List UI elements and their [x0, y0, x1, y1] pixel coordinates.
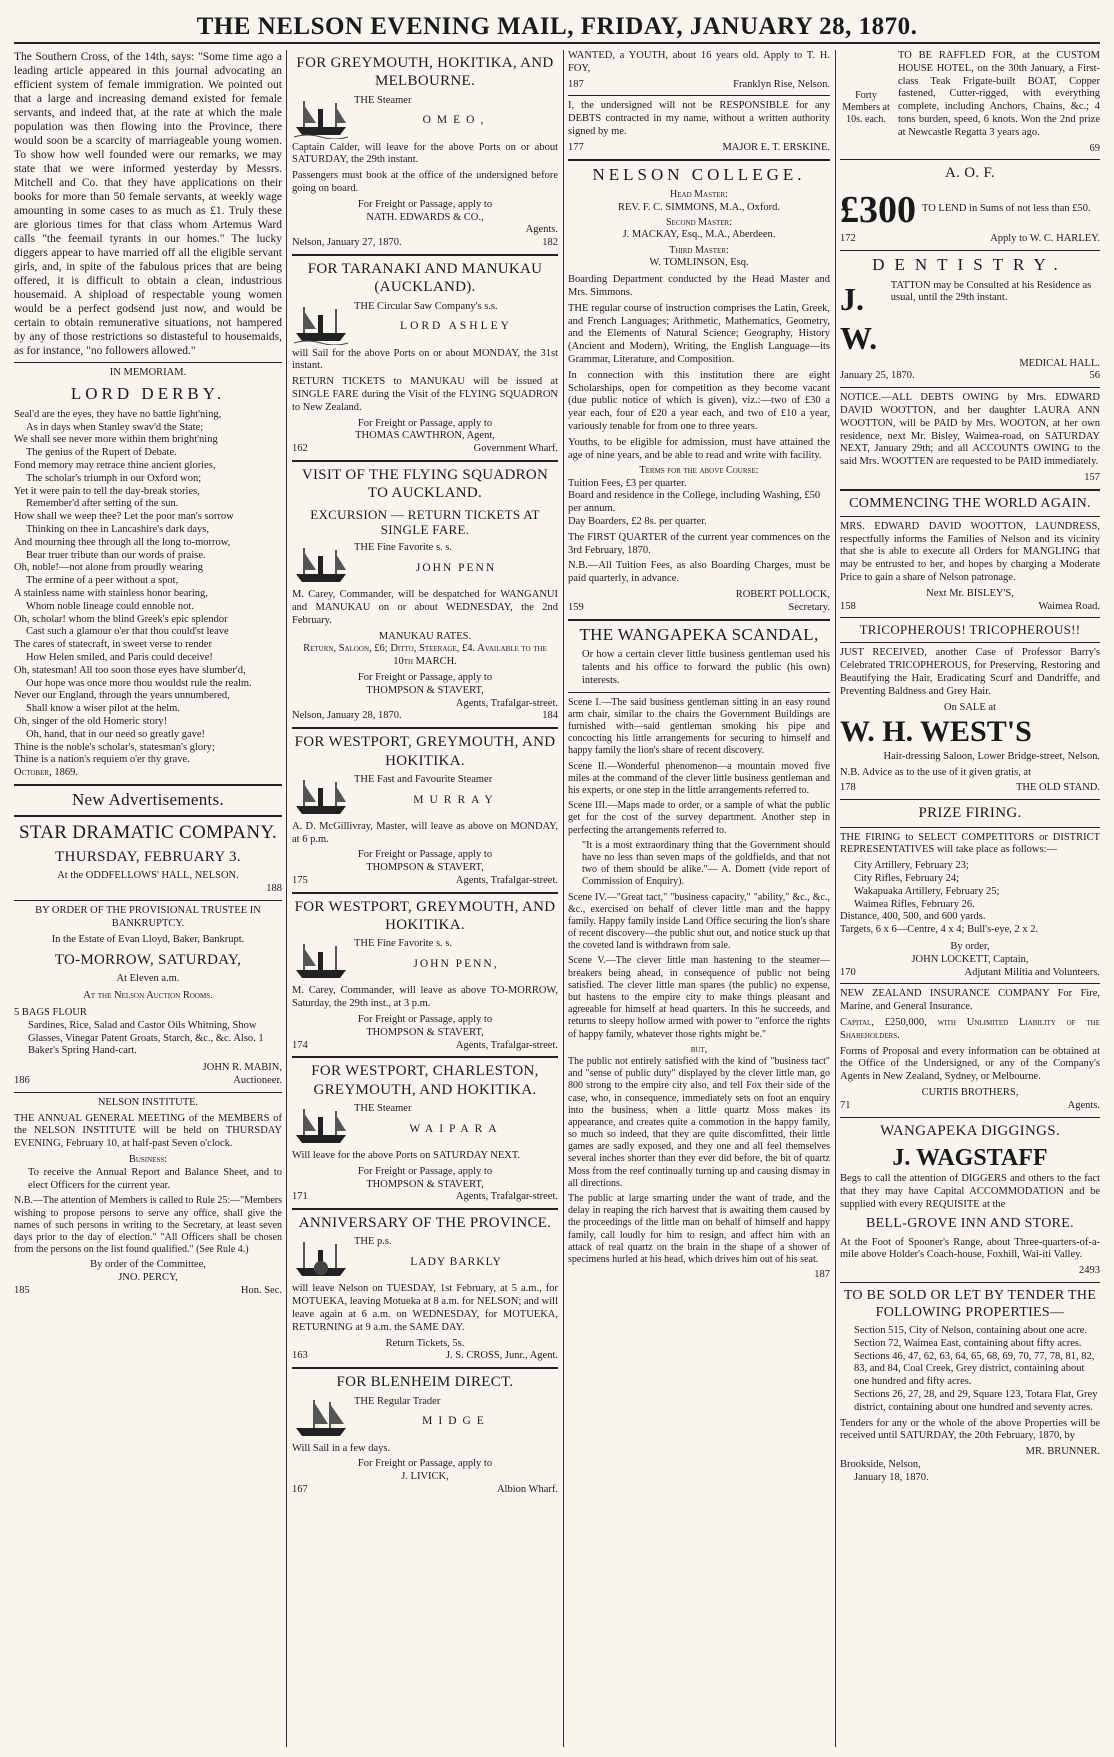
curtis-role: Agents. — [1067, 1099, 1100, 1111]
ad-number: 158 — [840, 600, 856, 612]
lockett-role: Adjutant Militia and Volunteers. — [964, 966, 1100, 978]
poem-line: Oh, hand, that in our need so greatly gave! — [26, 728, 206, 740]
bankruptcy-sign: JOHN R. MABIN, — [202, 1062, 282, 1074]
prize-item: Wakapuaka Artillery, February 25; — [854, 885, 1000, 897]
poem-line: And mourning thee through all the long to-morrow, — [14, 536, 231, 548]
agent-role: Government Wharf. — [473, 443, 558, 455]
steamship-icon — [292, 1103, 350, 1147]
ad-date: Nelson, January 28, 1870. — [292, 710, 402, 722]
scene-text: Scene I.—The said business gentleman sitting in an easy round arm chair, similar to the chairs the Government Buildings are furnished with—said gentleman smoking his pipe and concocting his little arrangements for securing to himself and happy family the lion's share of recent discovery. — [568, 696, 830, 757]
ship-body: M. Carey, Commander, will leave as above TO-MORROW, Saturday, the 29th inst., at 3 p.m. — [292, 985, 558, 1010]
tuition-fee: Tuition Fees, £3 per quarter. — [568, 477, 687, 489]
agent-role: Agents, Trafalgar-street. — [455, 1191, 558, 1203]
ship-body: Will Sail in a few days. — [292, 1442, 391, 1454]
poem-line: We shall see never more within them bright'ning — [14, 434, 218, 446]
poem-line: How shall we weep thee? Let the poor man's sorrow — [14, 511, 234, 523]
lockett-name: JOHN LOCKETT, Captain, — [911, 953, 1029, 965]
institute-role: Hon. Sec. — [240, 1284, 282, 1296]
steamship-icon — [292, 938, 350, 982]
laundress-address: Next Mr. BISLEY'S, — [926, 587, 1014, 599]
distance-text: Distance, 400, 500, and 600 yards. — [840, 911, 986, 923]
aof-amount: £300 — [840, 188, 916, 231]
aof-heading: A. O. F. — [945, 165, 995, 182]
ship-body: Will leave for the above Ports on SATURDAY NEXT. — [292, 1149, 521, 1161]
poem-line: Shall know a wiser pilot at the helm. — [26, 703, 180, 715]
college-sign: ROBERT POLLOCK, — [735, 588, 830, 600]
poem-line: The scholar's triumph in our Oxford won; — [26, 472, 202, 484]
ship-intro: THE p.s. — [354, 1236, 392, 1248]
wootton-notice: NOTICE.—ALL DEBTS OWING by Mrs. EDWARD DAVID WOOTTON, and her daughter LAURA ANN WOOTTON, will be PAID by Mrs. WOOTON, at her own residence, next Mr. Bisley, Waimea-road, on SATURDAY NEXT, January 29th; and all ACCOUNTS OWING to the said Mrs. WOOTTEN are requested to be PAID immediately. — [840, 392, 1100, 468]
poem-date: October, 1869. — [14, 767, 78, 779]
ad-number: 182 — [542, 237, 558, 249]
ship-name: LADY BARKLY — [410, 1256, 502, 1269]
bellgrove-location: At the Foot of Spooner's Range, about Three-quarters-of-a-mile above Holder's Coach-house, Foxhill, Wai-iti Valley. — [840, 1236, 1100, 1261]
prize-item: Waimea Rifles, February 26. — [854, 898, 975, 910]
agent-name: THOMAS CAWTHRON, Agent, — [355, 430, 495, 442]
agent-name: THOMPSON & STAVERT, — [366, 1026, 484, 1038]
masthead: THE NELSON EVENING MAIL, FRIDAY, JANUARY 28, 1870. — [14, 12, 1100, 44]
poem-line: Thine is the noble's scholar's, statesman's glory; — [14, 741, 215, 753]
ship-body: will leave Nelson on TUESDAY, 1st February, at 5 a.m., for MOTUEKA, leaving Motueka at 8 a.m. for NELSON; and will leave again at 6 a.m. on WEDNESDAY, for MOTUEKA, RETURNING at 9 a.m. the SAME DAY. — [292, 1283, 558, 1333]
ship-note: RETURN TICKETS to MANUKAU will be issued at SINGLE FARE during the Visit of the FLYING SQUADRON to New Zealand. — [292, 376, 558, 413]
poem-line: Oh, noble!—not alone from proudly wearing — [14, 562, 203, 574]
shipping-head: ANNIVERSARY OF THE PROVINCE. — [298, 1215, 552, 1232]
shipping-subhead: EXCURSION — RETURN TICKETS AT SINGLE FARE. — [310, 506, 540, 538]
notice-sign: MAJOR E. T. ERSKINE. — [722, 141, 830, 153]
bankruptcy-day: TO-MORROW, SATURDAY, — [54, 952, 242, 969]
institute-nb: N.B.—The attention of Members is called to Rule 25:—"Members wishing to propose persons to serve any office, shall give the names of such persons in writing to the Secretary, at least seven days prior to the day of election." "All Officers shall be chosen from the persons on the list found qualified." (See Rule 4.) — [14, 1195, 282, 1256]
poem — [14, 409, 282, 780]
steamship-icon — [292, 542, 350, 586]
apply-text: For Freight or Passage, apply to — [357, 1458, 493, 1470]
tenders-text: Tenders for any or the whole of the above Properties will be received until SATURDAY, the 20th February, 1870, by — [840, 1417, 1100, 1442]
agent-role: Agents, Trafalgar-street. — [455, 697, 558, 709]
apply-text: For Freight or Passage, apply to — [357, 198, 493, 210]
shipping-head: FOR WESTPORT, GREYMOUTH, AND HOKITIKA. — [294, 898, 556, 934]
brookside: Brookside, Nelson, — [840, 1459, 921, 1471]
ad-number: 187 — [568, 78, 584, 90]
agent-name: THOMPSON & STAVERT, — [366, 1178, 484, 1190]
poem-line: Our hope was once more thou wouldst rule the realm. — [26, 677, 252, 689]
ad-number: 56 — [1089, 370, 1100, 382]
ship-intro: THE Steamer — [354, 94, 412, 106]
institute-agenda: To receive the Annual Report and Balance Sheet, and to elect Officers for the current year. — [28, 1166, 282, 1191]
ad-date: Nelson, January 27, 1870. — [292, 237, 402, 249]
ad-number: 172 — [840, 233, 856, 245]
capital-text: Capital, £250,000, with Unlimited Liability of the Shareholders. — [840, 1016, 1100, 1041]
ad-number: 170 — [840, 966, 856, 978]
rates-body: Return, Saloon, £6; Ditto, Steerage, £4. Available to the 10th MARCH. — [303, 643, 547, 668]
college-role: Secretary. — [788, 601, 830, 613]
column-3 — [568, 50, 830, 1749]
ship-intro: THE Fast and Favourite Steamer — [354, 773, 493, 785]
ship-name: MURRAY — [413, 793, 499, 806]
forms-text: Forms of Proposal and every information can be obtained at the Office of the Undersigned, or any of the Company's Agents in New Zealand, Sydney, or Melbourne. — [840, 1045, 1100, 1083]
by-order: By order, — [950, 940, 990, 952]
column-4 — [840, 50, 1100, 1749]
steamship-icon — [292, 774, 350, 818]
ship-body: will Sail for the above Ports on or about MONDAY, the 31st instant. — [292, 347, 558, 372]
apply-text: For Freight or Passage, apply to — [357, 417, 493, 429]
poem-line: How Helen smiled, and Paris could deceive! — [26, 652, 213, 664]
wagstaff-text: Begs to call the attention of DIGGERS and others to the fact that they may have Capital ACCOMMODATION and be supplied with every REQUISITE at the — [840, 1173, 1100, 1210]
laundress-text: MRS. EDWARD DAVID WOOTTON, LAUNDRESS, respectfully informs the Families of Nelson and its vicinity that she is able to execute all Orders for MANGLING that may be entrusted to her, and hopes by charging a Moderate Price to gain a share of Nelson patronage. — [840, 520, 1100, 584]
star-date: THURSDAY, FEBRUARY 3. — [55, 848, 241, 865]
wanted-text: WANTED, a YOUTH, about 16 years old. Apply to T. H. FOY, — [568, 50, 830, 74]
scandal-sub: Or how a certain clever little business gentleman used his talents and his office to forward the public (his own) interests. — [582, 649, 830, 686]
poem-line: Seal'd are the eyes, they have no battle light'ning, — [14, 408, 222, 420]
ad-number: 174 — [292, 1039, 308, 1051]
ship-name: OMEO, — [422, 114, 490, 127]
prize-item: City Rifles, February 24; — [854, 872, 959, 884]
apply-text: For Freight or Passage, apply to — [357, 672, 493, 684]
institute-head: NELSON INSTITUTE. — [97, 1096, 199, 1108]
tender-heading: TO BE SOLD OR LET BY TENDER THE FOLLOWING PROPERTIES— — [843, 1287, 1097, 1321]
column-2 — [292, 50, 558, 1749]
shipping-head: FOR TARANAKI AND MANUKAU (AUCKLAND). — [307, 260, 543, 296]
poem-line: Yet it were pain to tell the day-break stories, — [14, 485, 200, 497]
trico-nb: N.B. Advice as to the use of it given gratis, at — [840, 766, 1032, 778]
day-fee: Day Boarders, £2 8s. per quarter. — [568, 516, 707, 527]
sailing-ship-icon — [292, 1396, 350, 1440]
ad-number: 157 — [1084, 472, 1100, 483]
raffle-side: Forty Members at 10s. each. — [842, 90, 890, 126]
editorial-text: The Southern Cross, of the 14th, says: "Some time ago a leading article appeared in this journal advocating an efficient system of female immigration. We pointed out that a large and increasing demand existed for female servants, and indeed that, at the rate at which the male population was then flowing into the Province, there would soon be a scarcity of marriageable young women. To show how well founded were our remarks, we may state that we were informed yesterday by Messrs. Mitchell and Co. that they have applications on their books for more than 50 female servants, at weekly wage amounting in some cases to as much as £1. Truly these are glorious times for that class whom Artemus Ward calls "the feemail tyrants in our homes." The lucky diggers appear to have married off all the eligible servant girls, and, in spite of the fabulous prices that are being offered, it is difficult to obtain a clean, industrious housemaid. A shipload of respectable young women would be a perfect godsend just now, and would be certain to obtain remunerative situations, not hampered by any of those restrictions so distasteful to housemaids, as for instance, "no followers allowed." — [14, 51, 282, 358]
poem-line: Thine is a nation's requiem o'er thy grave. — [14, 754, 190, 766]
ship-name: JOHN PENN, — [413, 958, 499, 971]
tatton-text: TATTON may be Consulted at his Residence as usual, until the 29th instant. — [890, 279, 1092, 304]
curtis-name: CURTIS BROTHERS, — [921, 1086, 1019, 1098]
tender-item: Section 515, City of Nelson, containing about one acre. — [854, 1325, 1087, 1337]
institute-business: Business: — [128, 1154, 168, 1166]
master-label: Head Master: — [670, 189, 728, 201]
wh-saloon: Hair-dressing Saloon, Lower Bridge-street, Nelson. — [883, 750, 1100, 762]
agent-role: Agents. — [525, 224, 558, 236]
agent-name: NATH. EDWARDS & CO., — [366, 211, 484, 223]
ad-number: 163 — [292, 1350, 308, 1362]
brookside-date: January 18, 1870. — [854, 1471, 929, 1483]
prize-heading: PRIZE FIRING. — [918, 805, 1022, 822]
bankruptcy-time: At Eleven a.m. — [116, 973, 180, 985]
jw-initials: J. W. — [840, 280, 878, 356]
ad-number: 162 — [292, 443, 308, 455]
poem-line: Fond memory may retrace thine ancient glories, — [14, 460, 216, 472]
poem-line: Remember'd after setting of the sun. — [26, 498, 179, 510]
memoriam-title: LORD DERBY. — [70, 384, 226, 404]
medical-hall: MEDICAL HALL. — [1019, 357, 1100, 369]
ad-number: 178 — [840, 782, 856, 794]
bellgrove-name: BELL-GROVE INN AND STORE. — [866, 1216, 1074, 1232]
but-text: but, — [690, 1043, 708, 1055]
poem-line: Whom noble lineage could ennoble not. — [26, 600, 194, 612]
poem-line: Bear truer tribute than our words of praise. — [26, 549, 206, 561]
final-text: The public at large smarting under the want of trade, and the delay in reaping the rich harvest that is awaiting them caused by the proceedings of the little man on behalf of himself and happy family, call loudly for him to resign, and affect him with an attack of real quartz on the brain in the shape of a shower of specimens hurled at his head, which drives him out of his seat. — [568, 1193, 830, 1265]
ad-number: 171 — [292, 1191, 308, 1203]
ship-name: WAIPARA — [409, 1122, 503, 1135]
ad-number: 167 — [292, 1483, 308, 1495]
dentistry-heading: DENTISTRY. — [872, 254, 1068, 274]
ship-intro: THE Regular Trader — [354, 1395, 441, 1407]
agent-role: Agents, Trafalgar-street. — [455, 1039, 558, 1051]
column-rule — [286, 50, 287, 1747]
star-venue: At the ODDFELLOWS' HALL, NELSON. — [57, 870, 239, 882]
apply-text: For Freight or Passage, apply to — [357, 849, 493, 861]
ship-name: MIDGE — [422, 1415, 490, 1428]
poem-line: The genius of the Rupert of Debate. — [26, 447, 177, 459]
commencing-heading: COMMENCING THE WORLD AGAIN. — [849, 495, 1091, 511]
bankruptcy-place: At the Nelson Auction Rooms. — [83, 990, 213, 1002]
memoriam-label: IN MEMORIAM. — [109, 367, 187, 379]
ad-number: 186 — [14, 1075, 30, 1087]
ad-number: 187 — [814, 1269, 830, 1281]
ad-number: 188 — [266, 882, 282, 894]
ad-number: 177 — [568, 141, 584, 153]
diggings-heading: WANGAPEKA DIGGINGS. — [880, 1122, 1060, 1139]
trico-text: JUST RECEIVED, another Case of Professor Barry's Celebrated TRICOPHEROUS, for Preserving, Restoring and Beautifying the Hair, Eradicating Scurf and Dandriffe, and Preventing Baldness and Grey Hair. — [840, 647, 1100, 697]
boarding-text: Boarding Department conducted by the Head Master and Mrs. Simmons. — [568, 274, 830, 299]
ship-intro: THE Steamer — [354, 1102, 412, 1114]
bankruptcy-role: Auctioneer. — [233, 1075, 282, 1087]
agent-name: THOMPSON & STAVERT, — [366, 684, 484, 696]
tickets-text: Return Tickets, 5s. — [385, 1337, 465, 1349]
quote-text: "It is a most extraordinary thing that the Government should have no less than seven maps of the goldfields, and that not two of them should be alike."— A. Domett (vide report of Commission of Enquiry). — [582, 839, 830, 888]
poem-line: Oh, statesman! All too soon those eyes have slumber'd, — [14, 664, 246, 676]
ad-number: 185 — [14, 1284, 30, 1296]
trico-sale: On SALE at — [944, 701, 996, 713]
ship-intro: THE Fine Favorite s. s. — [354, 938, 452, 950]
aof-text: TO LEND in Sums of not less than £50. — [922, 203, 1091, 215]
tender-item: Sections 46, 47, 62, 63, 64, 65, 68, 69, 70, 77, 78, 81, 82, 83, and 84, Coal Creek, Grey district, containing about one hundred and fifty acres. — [854, 1350, 1095, 1388]
paddle-steamer-icon — [292, 1236, 350, 1280]
shipping-head: FOR WESTPORT, CHARLESTON, GREYMOUTH, AND HOKITIKA. — [311, 1063, 539, 1098]
scene-text: Scene II.—Wonderful phenomenon—a mountain moved five miles at the command of the clever little business gentleman and his experts, or one step in the little arrangements referred to. — [568, 760, 830, 797]
notice-text: I, the undersigned will not be RESPONSIBLE for any DEBTS contracted in my name, without a written authority signed by me. — [568, 100, 830, 137]
tender-item: Section 72, Waimea East, containing about fifty acres. — [854, 1337, 1082, 1349]
ad-number: 69 — [1089, 142, 1100, 154]
column-rule — [563, 50, 564, 1747]
apply-text: For Freight or Passage, apply to — [357, 1165, 493, 1177]
terms-heading: Terms for the above Course: — [639, 465, 759, 477]
poem-line: The ermine of a peer without a spot, — [26, 575, 179, 587]
scene-text: Scene III.—Maps made to order, or a sample of what the public get for the cost of the survey department. Another step in perfecting the arrangements referred to. — [568, 800, 830, 836]
column-rule — [835, 50, 836, 1747]
new-ads-heading: New Advertisements. — [71, 789, 225, 809]
bankruptcy-estate: In the Estate of Evan Lloyd, Baker, Bankrupt. — [51, 934, 245, 946]
scene-text: Scene IV.—"Great tact," "business capacity," "ability," &c., &c., &c., exercised on behalf of clever little man and the happy family. Happy family inside Land Office securing the lion's share of recent discovery—the public shut out, and notice stuck up that the coveted land is withdrawn from sale. — [568, 891, 830, 952]
tatton-date: January 25, 1870. — [840, 370, 915, 382]
ship-body: Captain Calder, will leave for the above Ports on or about SATURDAY, the 29th instant. — [292, 141, 558, 166]
wanted-address: Franklyn Rise, Nelson. — [733, 78, 830, 90]
old-stand: THE OLD STAND. — [1015, 782, 1100, 794]
college-heading: NELSON COLLEGE. — [592, 164, 806, 184]
star-title: STAR DRAMATIC COMPANY. — [19, 821, 277, 843]
raffle-text: TO BE RAFFLED FOR, at the CUSTOM HOUSE HOTEL, on the 30th January, a First-class Teak Frigate-built BOAT, Copper fastened, Cutter-rigged, with everything complete, including Anchors, Chains, &c.; 4 tons burden, speed, 6 knots. Won the 2nd prize at Newcastle Regatta 3 years ago. — [898, 50, 1100, 138]
apply-text: For Freight or Passage, apply to — [357, 1013, 493, 1025]
bankruptcy-head: BY ORDER OF THE PROVISIONAL TRUSTEE IN BANKRUPTCY. — [35, 904, 261, 929]
institute-sign: JNO. PERCY, — [118, 1272, 178, 1284]
steamship-icon — [292, 301, 350, 345]
prize-text: THE FIRING to SELECT COMPETITORS or DISTRICT REPRESENTATIVES will take place as follows:— — [840, 831, 1100, 856]
master-label: Second Master: — [665, 217, 732, 229]
shipping-head: FOR WESTPORT, GREYMOUTH, AND HOKITIKA. — [294, 734, 556, 769]
agent-name: J. LIVICK, — [401, 1471, 449, 1483]
brunner-name: MR. BRUNNER. — [1025, 1446, 1100, 1458]
scandal-heading: THE WANGAPEKA SCANDAL, — [579, 624, 819, 644]
poem-line: A stainless name with stainless honor bearing, — [14, 588, 208, 600]
targets-text: Targets, 6 x 6—Centre, 4 x 4; Bull's-eye, 2 x 2. — [840, 924, 1039, 936]
ad-number: 2493 — [1079, 1265, 1100, 1277]
master-label: Third Master: — [669, 245, 729, 257]
bankruptcy-items: 5 BAGS FLOUR — [14, 1007, 87, 1019]
poem-line: Oh, scholar! whom the blind Greek's epic splendor — [14, 613, 228, 625]
tender-item: Sections 26, 27, 28, and 29, Square 123, Totara Flat, Grey district, containing about one hundred and seventy acres. — [854, 1389, 1098, 1413]
institute-body: THE ANNUAL GENERAL MEETING of the MEMBERS of the NELSON INSTITUTE will be held on THURSDAY EVENING, February 10, at half-past Seven o'clock. — [14, 1112, 282, 1150]
final-text: The public not entirely satisfied with the kind of "business tact" and "sense of public duty" displayed by the clever little man, go 800 strong to the empire city also, and tell Fox their side of the case, who, in consequence, immediately sets on foot an enquiry into the business, when a little quartz Moss makes its appearance, and creates quite a commotion in the happy family, so much so indeed, that they are quite discomfitted, their little games are sadly exposed, and they one and all feel themselves several inches shorter than they ever did before, the bit of quartz Moss from the reef continually turning up and causing dismay in all directions. — [568, 1055, 830, 1189]
scene-text: Scene V.—The clever little man hastening to the steamer—breakers being ahead, in consequence of public not being satisfied. The clever little man spares (the public) no expense, but hastens to the empire city to make things pleasant and agreeable for himself at head quarters. In this he succeeds, and returns to sleepy hollow armed with power to "enforce the rights of happy family, whatever those rights might be." — [568, 955, 830, 1040]
aof-apply: Apply to W. C. HARLEY. — [990, 233, 1100, 245]
rates-head: MANUKAU RATES. — [378, 630, 472, 642]
ship-intro: THE Circular Saw Company's s.s. — [354, 300, 498, 312]
institute-order: By order of the Committee, — [90, 1259, 206, 1271]
agent-name: THOMPSON & STAVERT, — [366, 862, 484, 874]
wh-west: W. H. WEST'S — [840, 715, 1032, 749]
poem-line: As in days when Stanley swav'd the State; — [26, 421, 204, 433]
poem-line: The cares of statecraft, in sweet verse to render — [14, 639, 212, 651]
agent-role: Albion Wharf. — [496, 1483, 558, 1495]
ship-intro: THE Fine Favorite s. s. — [354, 542, 452, 554]
shipping-head: VISIT OF THE FLYING SQUADRON TO AUCKLAND. — [301, 466, 549, 502]
master-name: REV. F. C. SIMMONS, M.A., Oxford. — [617, 201, 781, 213]
nb-text: N.B.—All Tuition Fees, as also Boarding Charges, must be paid quarterly, in advance. — [568, 560, 830, 585]
bankruptcy-list: Sardines, Rice, Salad and Castor Oils Whitning, Show Glasses, Vinegar Patent Groats, Starch, &c., &c. Also. 1 Baker's Spring Hand-cart. — [28, 1019, 264, 1057]
instruction-text: THE regular course of instruction comprises the Latin, Greek, and French Languages; Arithmetic, Mathematics, Geometry, and the Elements of Natural Science; Geography, History (Ancient and Modern), Writing, the English Language—its Grammar, Literature, and Composition. — [568, 302, 830, 366]
master-name: W. TOMLINSON, Esq. — [649, 257, 749, 269]
agent-name: J. S. CROSS, Junr., Agent. — [445, 1350, 558, 1362]
ship-body: A. D. McGillivray, Master, will leave as above on MONDAY, at 6 p.m. — [292, 820, 558, 845]
shipping-head: FOR BLENHEIM DIRECT. — [336, 1374, 514, 1391]
ship-body: M. Carey, Commander, will be despatched for WANGANUI and MANUKAU on or about WEDNESDAY, the 2nd February. — [292, 589, 558, 626]
ad-number: 175 — [292, 875, 308, 886]
laundress-road: Waimea Road. — [1038, 600, 1100, 612]
ship-name: LORD ASHLEY — [400, 320, 512, 333]
trico-heading: TRICOPHEROUS! TRICOPHEROUS!! — [859, 622, 1081, 638]
wagstaff-name: J. WAGSTAFF — [892, 1144, 1048, 1171]
board-fee: Board and residence in the College, including Washing, £50 per annum. — [568, 490, 821, 515]
ad-number: 159 — [568, 601, 584, 613]
poem-line: Never our England, through the years unnumbered, — [14, 690, 230, 702]
quarter-text: The FIRST QUARTER of the current year commences on the 3rd February, 1870. — [568, 531, 830, 556]
agent-role: Agents, Trafalgar-street. — [455, 875, 558, 886]
steamship-icon — [292, 95, 350, 139]
ad-number: 184 — [542, 710, 558, 722]
ship-note: Passengers must book at the office of the undersigned before going on board. — [292, 170, 558, 194]
poem-line: Cast such a glamour o'er that thou could'st leave — [26, 626, 229, 638]
poem-line: Thinking on thee in Lancashire's dark days, — [26, 524, 209, 536]
column-1 — [14, 50, 282, 1749]
scholarships-text: In connection with this institution there are eight Scholarships, open for competition as they become vacant (due public notice of which is given), viz.:—two of £30 a year each, four of £20 a year each, and two of £10 a year, variously tenable for from one to three years. — [568, 369, 830, 433]
insurance-text: NEW ZEALAND INSURANCE COMPANY For Fire, Marine, and General Insurance. — [840, 988, 1100, 1013]
shipping-head: FOR GREYMOUTH, HOKITIKA, AND MELBOURNE. — [296, 55, 554, 90]
prize-item: City Artillery, February 23; — [854, 860, 969, 872]
admission-text: Youths, to be eligible for admission, must have attained the age of nine years, and be able to read and write with facility. — [568, 436, 830, 461]
poem-line: Oh, singer of the old Homeric story! — [14, 716, 168, 727]
ship-name: JOHN PENN — [415, 562, 497, 575]
ad-number: 71 — [840, 1099, 851, 1111]
master-name: J. MACKAY, Esq., M.A., Aberdeen. — [622, 229, 776, 241]
